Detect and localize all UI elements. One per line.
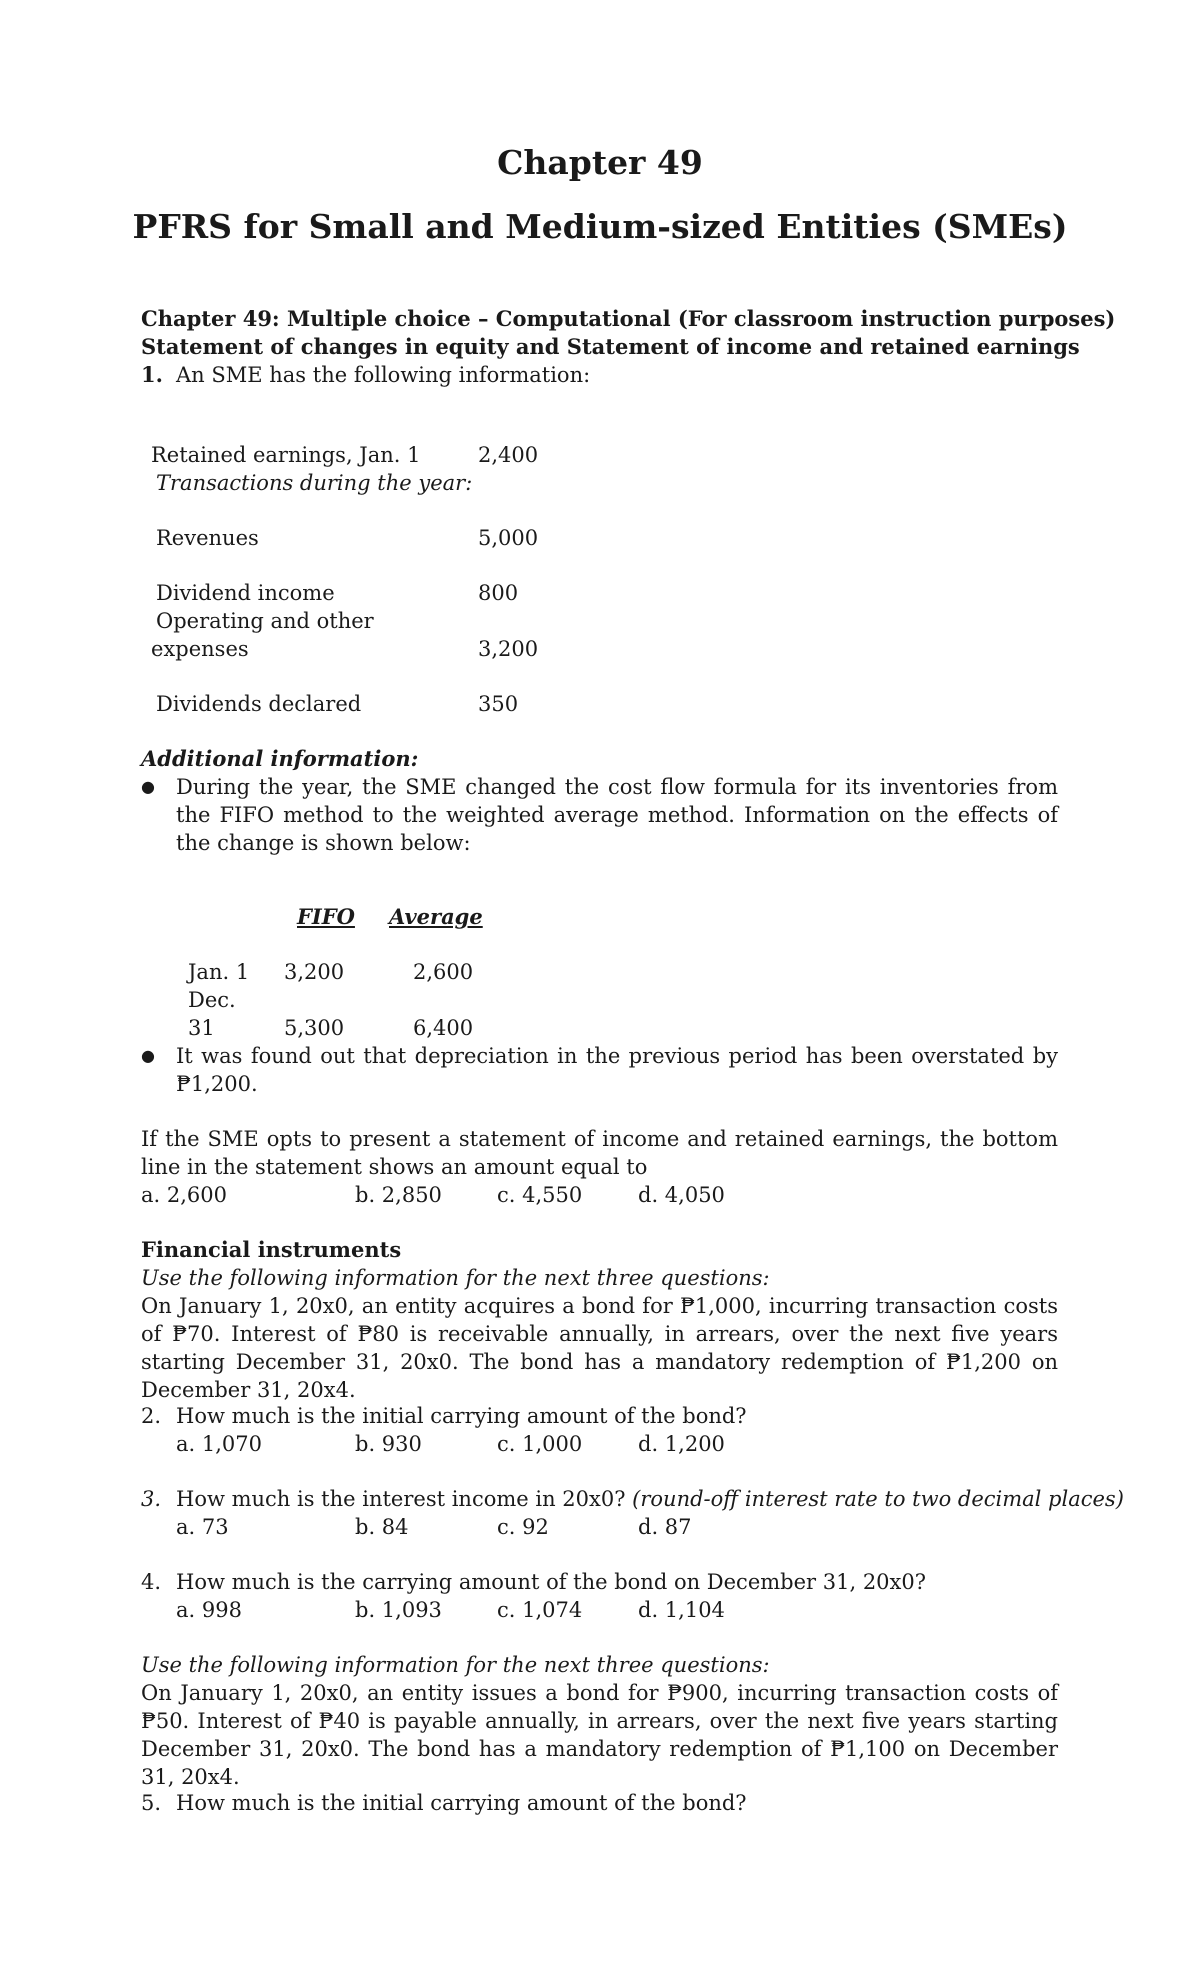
fin-paragraph: On January 1, 20x0, an entity issues a bond for ₱900, incurring transaction costs of ₱50. Interest of ₱40 is payable annually, in arrears, over the next five years starting December 31, 20x0. The bond has a mandatory redemption of ₱1,100 on December 31, 20x4.	[141, 1681, 1058, 1789]
inv-fifo: 3,200	[284, 960, 345, 984]
q1-row-value: 350	[478, 692, 519, 716]
choice: a. 2,600	[141, 1183, 227, 1207]
bullet-icon: ●	[141, 1046, 155, 1065]
inv-average: 2,600	[413, 960, 474, 984]
section-subheading: Statement of changes in equity and Statement of income and retained earnings	[141, 334, 1080, 359]
q1-row-value: 800	[478, 581, 519, 605]
fin-intro: Use the following information for the next three questions:	[141, 1653, 770, 1677]
choice: a. 998	[176, 1598, 242, 1622]
question-number: 5.	[141, 1791, 162, 1815]
question-text: How much is the initial carrying amount of the bond?	[176, 1791, 747, 1815]
inv-date: 31	[188, 1016, 215, 1040]
choice: d. 87	[638, 1515, 692, 1539]
question-line	[176, 1485, 1124, 1513]
choice: a. 1,070	[176, 1432, 262, 1456]
q1-row-label: Transactions during the year:	[156, 471, 473, 495]
question-number: 3.	[141, 1487, 162, 1511]
choice: b. 84	[355, 1515, 409, 1539]
choice: d. 4,050	[638, 1183, 725, 1207]
q1-row-label: Dividends declared	[156, 692, 362, 716]
bullet-icon: ●	[141, 777, 155, 796]
q1-row-value: 5,000	[478, 526, 539, 550]
choice: c. 1,000	[497, 1432, 583, 1456]
fin-heading: Financial instruments	[141, 1237, 402, 1262]
question-text: How much is the initial carrying amount of the bond?	[176, 1404, 747, 1428]
question-note: (round-off interest rate to two decimal places)	[632, 1487, 1124, 1511]
inv-date: Jan. 1	[188, 960, 250, 984]
inv-header-fifo: FIFO	[297, 904, 355, 929]
q1-row-label: Retained earnings, Jan. 1	[151, 443, 421, 467]
bullet-text: During the year, the SME changed the cost flow formula for its inventories from the FIFO method to the weighted average method. Information on the effects of the change is shown below:	[176, 775, 1058, 855]
q1-row-label: Operating and other	[156, 609, 374, 633]
bullet-text: It was found out that depreciation in the previous period has been overstated by ₱1,200.	[176, 1044, 1058, 1096]
fin-intro: Use the following information for the next three questions:	[141, 1266, 770, 1290]
q1-stem: An SME has the following information:	[176, 363, 591, 387]
inv-header-average: Average	[389, 904, 483, 929]
fin-paragraph: On January 1, 20x0, an entity acquires a bond for ₱1,000, incurring transaction costs of ₱70. Interest of ₱80 is receivable annually, in arrears, over the next five years starting December 31, 20x0. The bond has a mandatory redemption of ₱1,200 on December 31, 20x4.	[141, 1294, 1058, 1402]
section-heading: Chapter 49: Multiple choice – Computational (For classroom instruction purposes)	[141, 306, 1116, 331]
inv-average: 6,400	[413, 1016, 474, 1040]
question-text: How much is the interest income in 20x0?	[176, 1487, 626, 1511]
choice: d. 1,200	[638, 1432, 725, 1456]
choice: c. 4,550	[497, 1183, 583, 1207]
choice: b. 2,850	[355, 1183, 442, 1207]
inv-fifo: 5,300	[284, 1016, 345, 1040]
chapter-title: Chapter 49	[497, 143, 703, 182]
q1-row-value: 2,400	[478, 443, 539, 467]
chapter-subtitle: PFRS for Small and Medium-sized Entities (SMEs)	[132, 207, 1068, 246]
q1-number: 1.	[141, 362, 163, 387]
q1-row-value: 3,200	[478, 637, 539, 661]
q1-row-label: Dividend income	[156, 581, 335, 605]
q1-row-label: Revenues	[156, 526, 259, 550]
choice: b. 930	[355, 1432, 422, 1456]
choice: c. 92	[497, 1515, 549, 1539]
inv-date: Dec.	[188, 988, 236, 1012]
choice: b. 1,093	[355, 1598, 442, 1622]
q1-question: If the SME opts to present a statement of income and retained earnings, the bottom line in the statement shows an amount equal to	[141, 1127, 1058, 1179]
question-text: How much is the carrying amount of the bond on December 31, 20x0?	[176, 1570, 927, 1594]
q1-row-label: expenses	[151, 637, 249, 661]
choice: d. 1,104	[638, 1598, 725, 1622]
choice: a. 73	[176, 1515, 229, 1539]
additional-info-label: Additional information:	[141, 746, 419, 771]
question-number: 4.	[141, 1570, 162, 1594]
question-number: 2.	[141, 1404, 162, 1428]
choice: c. 1,074	[497, 1598, 583, 1622]
